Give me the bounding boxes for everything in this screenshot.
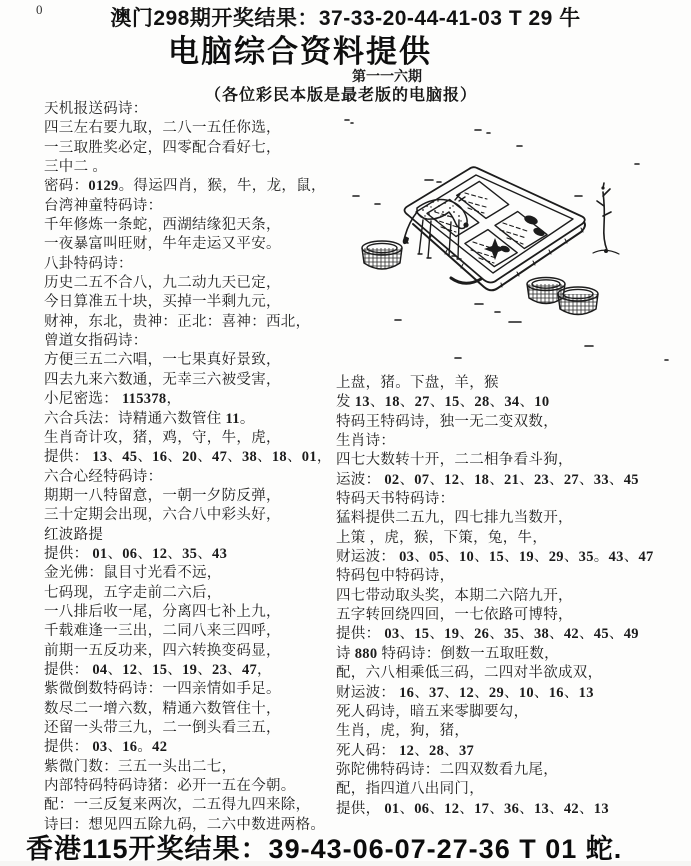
poem-line: 金光佛：鼠目寸光看不远， <box>44 565 222 582</box>
poem-line: 期期一八特留意，一朝一夕防反弹， <box>44 487 281 504</box>
poem-line: 四七带动取头奖，本期二六陪九开， <box>336 587 573 604</box>
poem-line: 历史二五不合八，九二动九天已定， <box>44 275 281 292</box>
poem-line: 提供： 03、15、19、26、35、38、42、45、49 <box>336 626 639 643</box>
poem-line: 诗 880 特码诗：倒数一五取旺数， <box>336 645 559 662</box>
poem-line: 提供： 04、12、15、19、23、47， <box>44 661 272 678</box>
macau-result-headline: 澳门298期开奖结果：37-33-20-44-41-03 T 29 牛 <box>110 7 581 30</box>
poem-line: 八卦特码诗： <box>44 255 133 272</box>
ox-lottery-board-illustration <box>335 108 691 372</box>
poem-line: 提供， 01、06、12、17、36、13、42、13 <box>336 800 609 817</box>
poem-line: 数尽二一增六数，精通六数管住十， <box>44 700 281 717</box>
poem-line: 天机报送码诗： <box>44 101 148 117</box>
poem-line: 千年修炼一条蛇，西湖结缘犯天条， <box>44 217 281 234</box>
poem-line: 诗曰：想见四五除九码，二六中数进两格。 <box>44 816 326 833</box>
poem-line: 曾道女指码诗： <box>44 333 148 350</box>
poem-line: 提供： 13、45、16、20、47、38、18、01， <box>44 449 332 466</box>
poem-line: 配，六八相乘低三码，二四对半欲成双， <box>336 665 603 682</box>
poem-line: 提供： 03、16。42 <box>44 739 168 756</box>
sapling <box>593 183 619 254</box>
poem-line: 一夜暴富叫旺财，牛年走运又平安。 <box>44 236 281 253</box>
poem-line: 密码：0129。得运四肖，猴，牛，龙，鼠， <box>44 178 326 195</box>
poem-line: 一三取胜奖必定，四零配合看好七， <box>44 139 281 156</box>
poem-line: 三中二 。 <box>44 159 108 176</box>
poem-line: 死人码： 12、28、37 <box>336 742 475 759</box>
poem-line: 生肖奇计攻，猪，鸡，守，牛，虎， <box>44 429 281 446</box>
poem-line: 五字转回绕四回，一七依路可博特， <box>336 607 573 624</box>
poem-line: 上策 ，虎，猴，下策，兔，牛， <box>336 529 548 546</box>
hongkong-result-headline: 香港115开奖结果：39-43-06-07-27-36 T 01 蛇. <box>26 834 623 864</box>
poem-line: 六合兵法：诗精通六数管住 11。 <box>44 410 255 427</box>
poem-line: 生肖，虎，狗，猪， <box>336 723 470 740</box>
poem-line: 特码天书特码诗： <box>336 491 455 508</box>
poem-line: 紫微门数：三五一头出二七， <box>44 758 237 775</box>
poem-line: 今日算准五十块，买掉一半剩九元， <box>44 294 281 311</box>
poem-line: 前期一五反功来，四六转换变码显， <box>44 642 281 659</box>
basket-left <box>362 241 402 269</box>
poem-line: 配，指四道八出同门， <box>336 781 484 798</box>
poem-line: 三十定期会出现，六合八中彩头好， <box>44 507 281 524</box>
ox-figure <box>403 194 481 283</box>
poem-line: 猛料提供二五九，四七排九当数开， <box>336 510 573 527</box>
poem-line: 四去九来六数通，无幸三六被受害， <box>44 371 281 388</box>
poem-line: 生肖诗： <box>336 433 396 450</box>
poem-line: 配：一三反复来两次，二五得九四来除， <box>44 797 311 814</box>
poem-line: 运波： 02、07、12、18、21、23、27、33、45 <box>336 471 639 488</box>
poem-line: 七码现，五字走前二六后， <box>44 584 222 601</box>
poem-line: 财运波： 16、37、12、29、10、16、13 <box>336 684 594 701</box>
poem-line: 财运波： 03、05、10、15、19、29、35。43、47 <box>336 549 654 566</box>
poem-line: 财神，东北，贵神：正北：喜神：西北， <box>44 313 311 330</box>
poem-line: 小尼密选： 115378， <box>44 391 182 408</box>
poem-line: 六合心经特码诗： <box>44 468 163 485</box>
poem-line: 发 13、18、27、15、28、34、10 <box>336 394 550 411</box>
corner-page-number: 0 <box>36 2 43 17</box>
left-column <box>44 100 344 835</box>
poem-line: 四三左右要九取，二八一五任你选， <box>44 120 281 137</box>
poem-line: 特码包中特码诗， <box>336 568 455 585</box>
issue-number: 第一一六期 <box>352 70 422 85</box>
poem-line: 紫微倒数特码诗：一四亲情如手足。 <box>44 681 281 698</box>
page-title: 电脑综合资料提供 <box>168 34 432 69</box>
poem-line: 特码王特码诗，独一无二变双数， <box>336 413 558 430</box>
poem-line: 台湾神童特码诗： <box>44 197 163 214</box>
poem-line: 提供： 01、06、12、35、43 <box>44 545 228 562</box>
poem-line: 内部特码特码诗猪：必开一五在今朝。 <box>44 778 296 795</box>
poem-line: 死人码诗，暗五来零脚要勾， <box>336 703 529 720</box>
poem-line: 红波路提 <box>44 526 104 543</box>
poem-line: 方便三五二六唱，一七果真好景致， <box>44 352 281 369</box>
poem-line: 一八排后收一尾，分离四七补上九， <box>44 603 281 620</box>
subtitle: （各位彩民本版是最老版的电脑报） <box>204 87 477 104</box>
poem-line: 四七大数转十开，二二相争看斗狗， <box>336 452 573 469</box>
poem-line: 还留一头带三九，二一倒头看三五， <box>44 720 281 736</box>
poem-line: 上盘，猪。下盘，羊，猴 <box>336 375 499 391</box>
poem-line: 弥陀佛特码诗：二四双数看九尾， <box>336 761 558 778</box>
right-column <box>336 374 688 819</box>
poem-line: 千载难逢一三出，二同八来三四呼， <box>44 623 281 640</box>
speckles <box>345 120 668 360</box>
lottery-board <box>405 167 586 290</box>
